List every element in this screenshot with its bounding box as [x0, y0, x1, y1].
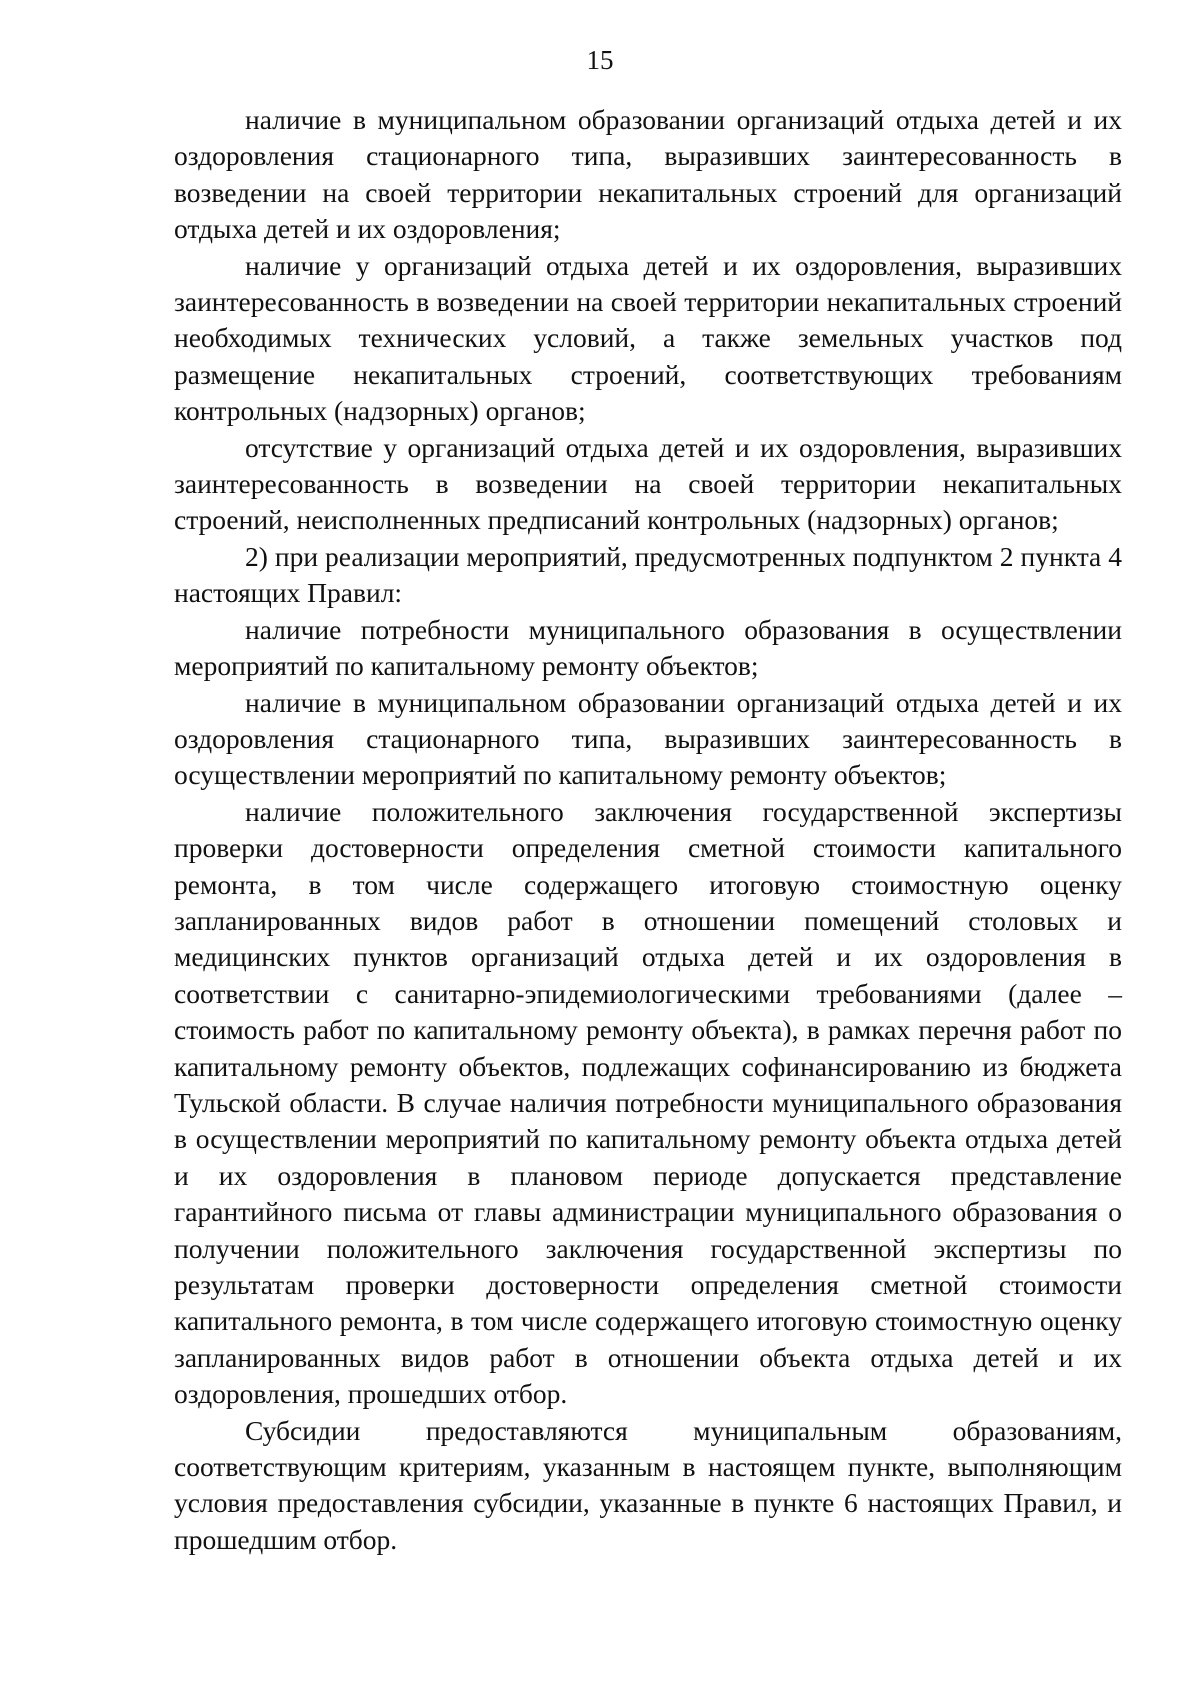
paragraph-4: 2) при реализации мероприятий, предусмотренных подпунктом 2 пункта 4 настоящих Правил:	[174, 540, 1122, 609]
paragraph-7: наличие положительного заключения государственной экспертизы проверки достоверности определения сметной стоимости капитального ремонта, в том числе содержащего итоговую стоимостную оценку запланированных видов работ в отношении помещений столовых и медицинских пунктов организаций отдыха детей и их оздоровления в соответствии с санитарно-эпидемиологическими требованиями (далее – стоимость работ по капитальному ремонту объекта), в рамках перечня работ по капитальному ремонту объектов, подлежащих софинансированию из бюджета Тульской области. В случае наличия потребности муниципального образования в осуществлении мероприятий по капитальному ремонту объекта отдыха детей и их оздоровления в плановом периоде допускается представление гарантийного письма от главы администрации муниципального образования о получении положительного заключения государственной экспертизы по результатам проверки достоверности определения сметной стоимости капитального ремонта, в том числе содержащего итоговую стоимостную оценку запланированных видов работ в отношении объекта отдыха детей и их оздоровления, прошедших отбор.	[174, 795, 1122, 1410]
paragraph-5: наличие потребности муниципального образования в осуществлении мероприятий по капитальному ремонту объектов;	[174, 613, 1122, 682]
page-number: 15	[586, 45, 614, 75]
document-body	[174, 102, 1122, 1558]
paragraph-8: Субсидии предоставляются муниципальным образованиям, соответствующим критериям, указанным в настоящем пункте, выполняющим условия предоставления субсидии, указанные в пункте 6 настоящих Правил, и прошедшим отбор.	[174, 1414, 1122, 1555]
paragraph-3: отсутствие у организаций отдыха детей и их оздоровления, выразивших заинтересованность в возведении на своей территории некапитальных строений, неисполненных предписаний контрольных (надзорных) органов;	[174, 431, 1122, 536]
paragraph-2: наличие у организаций отдыха детей и их оздоровления, выразивших заинтересованность в возведении на своей территории некапитальных строений необходимых технических условий, а также земельных участков под размещение некапитальных строений, соответствующих требованиям контрольных (надзорных) органов;	[174, 249, 1122, 427]
paragraph-1: наличие в муниципальном образовании организаций отдыха детей и их оздоровления стационарного типа, выразивших заинтересованность в возведении на своей территории некапитальных строений для организаций отдыха детей и их оздоровления;	[174, 104, 1122, 245]
paragraph-6: наличие в муниципальном образовании организаций отдыха детей и их оздоровления стационарного типа, выразивших заинтересованность в осуществлении мероприятий по капитальному ремонту объектов;	[174, 686, 1122, 791]
